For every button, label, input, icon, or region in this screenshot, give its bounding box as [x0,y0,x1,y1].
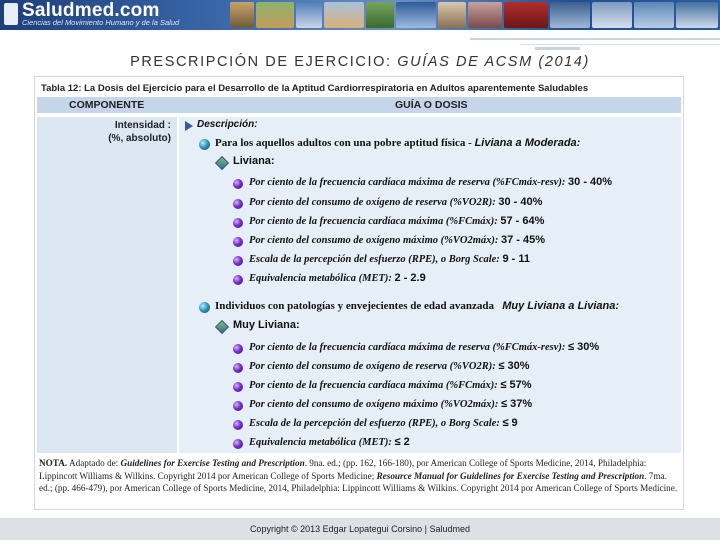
component-label-line2: (%, absoluto) [108,133,171,144]
component-label-line1: Intensidad : [114,120,171,131]
list-item-value: 57 - 64% [500,215,545,227]
list-item-text: Escala de la percepción del esfuerzo (RPE), o Borg Scale: [249,418,500,429]
note-source-title: Guidelines for Exercise Testing and Prescription [120,458,305,468]
table-header-row [37,97,681,113]
header-photo [396,2,436,28]
site-logo[interactable]: Saludmed.com [22,0,160,21]
purple-bullet-icon [233,256,243,266]
slide-title [0,54,720,70]
decorative-line [470,38,720,40]
purple-bullet-icon [233,382,243,392]
list-item-value: 9 - 11 [502,253,530,265]
header-photo [676,2,718,28]
list-item-text: Por ciento del consumo de oxígeno máximo (%VO2máx): [249,235,499,246]
list-item [249,360,529,372]
header-photo [324,2,364,28]
header-photo [366,2,394,28]
note-text: Adaptado de: [67,458,121,468]
list-item-text: Por ciento del consumo de oxígeno de reserva (%VO2R): [249,197,496,208]
group2-heading-emph: Muy Liviana a Liviana: [502,300,620,312]
note-label: NOTA. [39,458,68,468]
list-item-value: 30 - 40% [568,176,613,188]
list-item [249,398,532,410]
list-item-value: ≤ 57% [500,379,532,391]
purple-bullet-icon [233,439,243,449]
table-caption: Tabla 12: La Dosis del Ejercicio para el Desarrollo de la Aptitud Cardiorrespiratoria en Adultos aparentemente Saludables [41,83,589,94]
header-photo [550,2,590,28]
list-item [249,417,518,429]
purple-bullet-icon [233,275,243,285]
note-text: . 7ma. ed.; (pp. 466-479), por American College of Sports Medicine, 2014, Philadelphia: Lippincott Williams & Wilkins. Copyright 2014 por American College of Sports Medicine. [39,470,678,493]
purple-bullet-icon [233,179,243,189]
list-item-value: ≤ 37% [501,398,533,410]
header-photo [634,2,674,28]
site-tagline: Ciencias del Movimiento Humano y de la Salud [22,18,180,27]
header-photo-heart [504,2,548,28]
decorative-line [520,44,720,45]
list-item-value: 2 - 2.9 [394,272,426,284]
group2-sub-label: Muy Liviana: [233,319,300,331]
purple-bullet-icon [233,363,243,373]
header-photo [230,2,254,28]
list-item-text: Por ciento de la frecuencia cardíaca máxima (%FCmáx): [249,216,498,227]
purple-bullet-icon [233,344,243,354]
dose-table [34,76,684,510]
list-item [249,341,599,353]
list-item-value: ≤ 9 [502,417,518,429]
guide-cell [179,117,681,453]
list-item-text: Por ciento de la frecuencia cardíaca máxima de reserva (%FCmáx-resv): [249,342,566,353]
note-source-title: Resource Manual for Guidelines for Exercise Testing and Prescription [376,470,645,481]
header-photo [592,2,632,28]
purple-bullet-icon [233,237,243,247]
list-item [249,272,426,284]
list-item [249,215,544,227]
column-header-guide: GUÍA O DOSIS [395,99,468,111]
purple-bullet-icon [233,420,243,430]
purple-bullet-icon [233,218,243,228]
list-item-value: ≤ 30% [498,360,530,372]
list-item-text: Por ciento de la frecuencia cardíaca máxima de reserva (%FCmáx-resv): [249,177,566,188]
component-label [108,119,171,145]
slide-title-italic: GUÍAS DE ACSM (2014) [397,54,590,70]
globe-bullet-icon [199,302,210,313]
group2-heading [215,300,619,312]
header-photo [256,2,294,28]
header-banner [0,0,720,30]
list-item-text: Por ciento de la frecuencia cardíaca máxima (%FCmáx): [249,380,498,391]
purple-bullet-icon [233,401,243,411]
list-item-text: Escala de la percepción del esfuerzo (RPE), o Borg Scale: [249,254,500,265]
arrow-bullet-icon [185,121,193,131]
header-photo [296,2,322,28]
list-item-value: 30 - 40% [498,196,543,208]
list-item-text: Por ciento del consumo de oxígeno de reserva (%VO2R): [249,361,496,372]
decorative-bar [535,47,580,50]
globe-bullet-icon [199,139,210,150]
group1-heading-emph: Liviana a Moderada: [474,137,581,149]
list-item-text: Equivalencia metabólica (MET): [249,437,392,448]
list-item-value: ≤ 30% [568,341,600,353]
component-cell [37,117,177,453]
list-item-text: Por ciento del consumo de oxígeno máximo (%VO2máx): [249,399,499,410]
list-item-value: 37 - 45% [501,234,546,246]
purple-bullet-icon [233,199,243,209]
header-photo [468,2,502,28]
note-text: . 9na. ed.; (pp. 162, 166-180), por American College of Sports Medicine, 2014, Philadelphia: Lippincott Williams & Wilkins. Copyright 2014 por American College of Sports Medicine; [39,458,647,481]
logo-badge-icon [4,3,18,25]
slide-title-main: PRESCRIPCIÓN DE EJERCICIO: [130,54,392,70]
description-label: Descripción: [197,119,258,130]
list-item-value: ≤ 2 [394,436,410,448]
group1-sub-label: Liviana: [233,155,275,167]
diamond-bullet-icon [215,320,229,334]
list-item [249,176,612,188]
column-header-component: COMPONENTE [69,99,145,111]
list-item [249,234,545,246]
diamond-bullet-icon [215,156,229,170]
table-note [39,457,681,495]
footer-copyright: Copyright © 2013 Edgar Lopategui Corsino | Saludmed [0,518,720,540]
group2-heading-text: Individuos con patologías y envejecientes de edad avanzada [215,300,494,312]
group1-heading [215,137,580,149]
list-item [249,436,410,448]
group1-heading-text: Para los aquellos adultos con una pobre aptitud física - [215,137,475,149]
header-photo [438,2,466,28]
list-item-text: Equivalencia metabólica (MET): [249,273,392,284]
list-item [249,196,542,208]
list-item [249,253,530,265]
list-item [249,379,532,391]
